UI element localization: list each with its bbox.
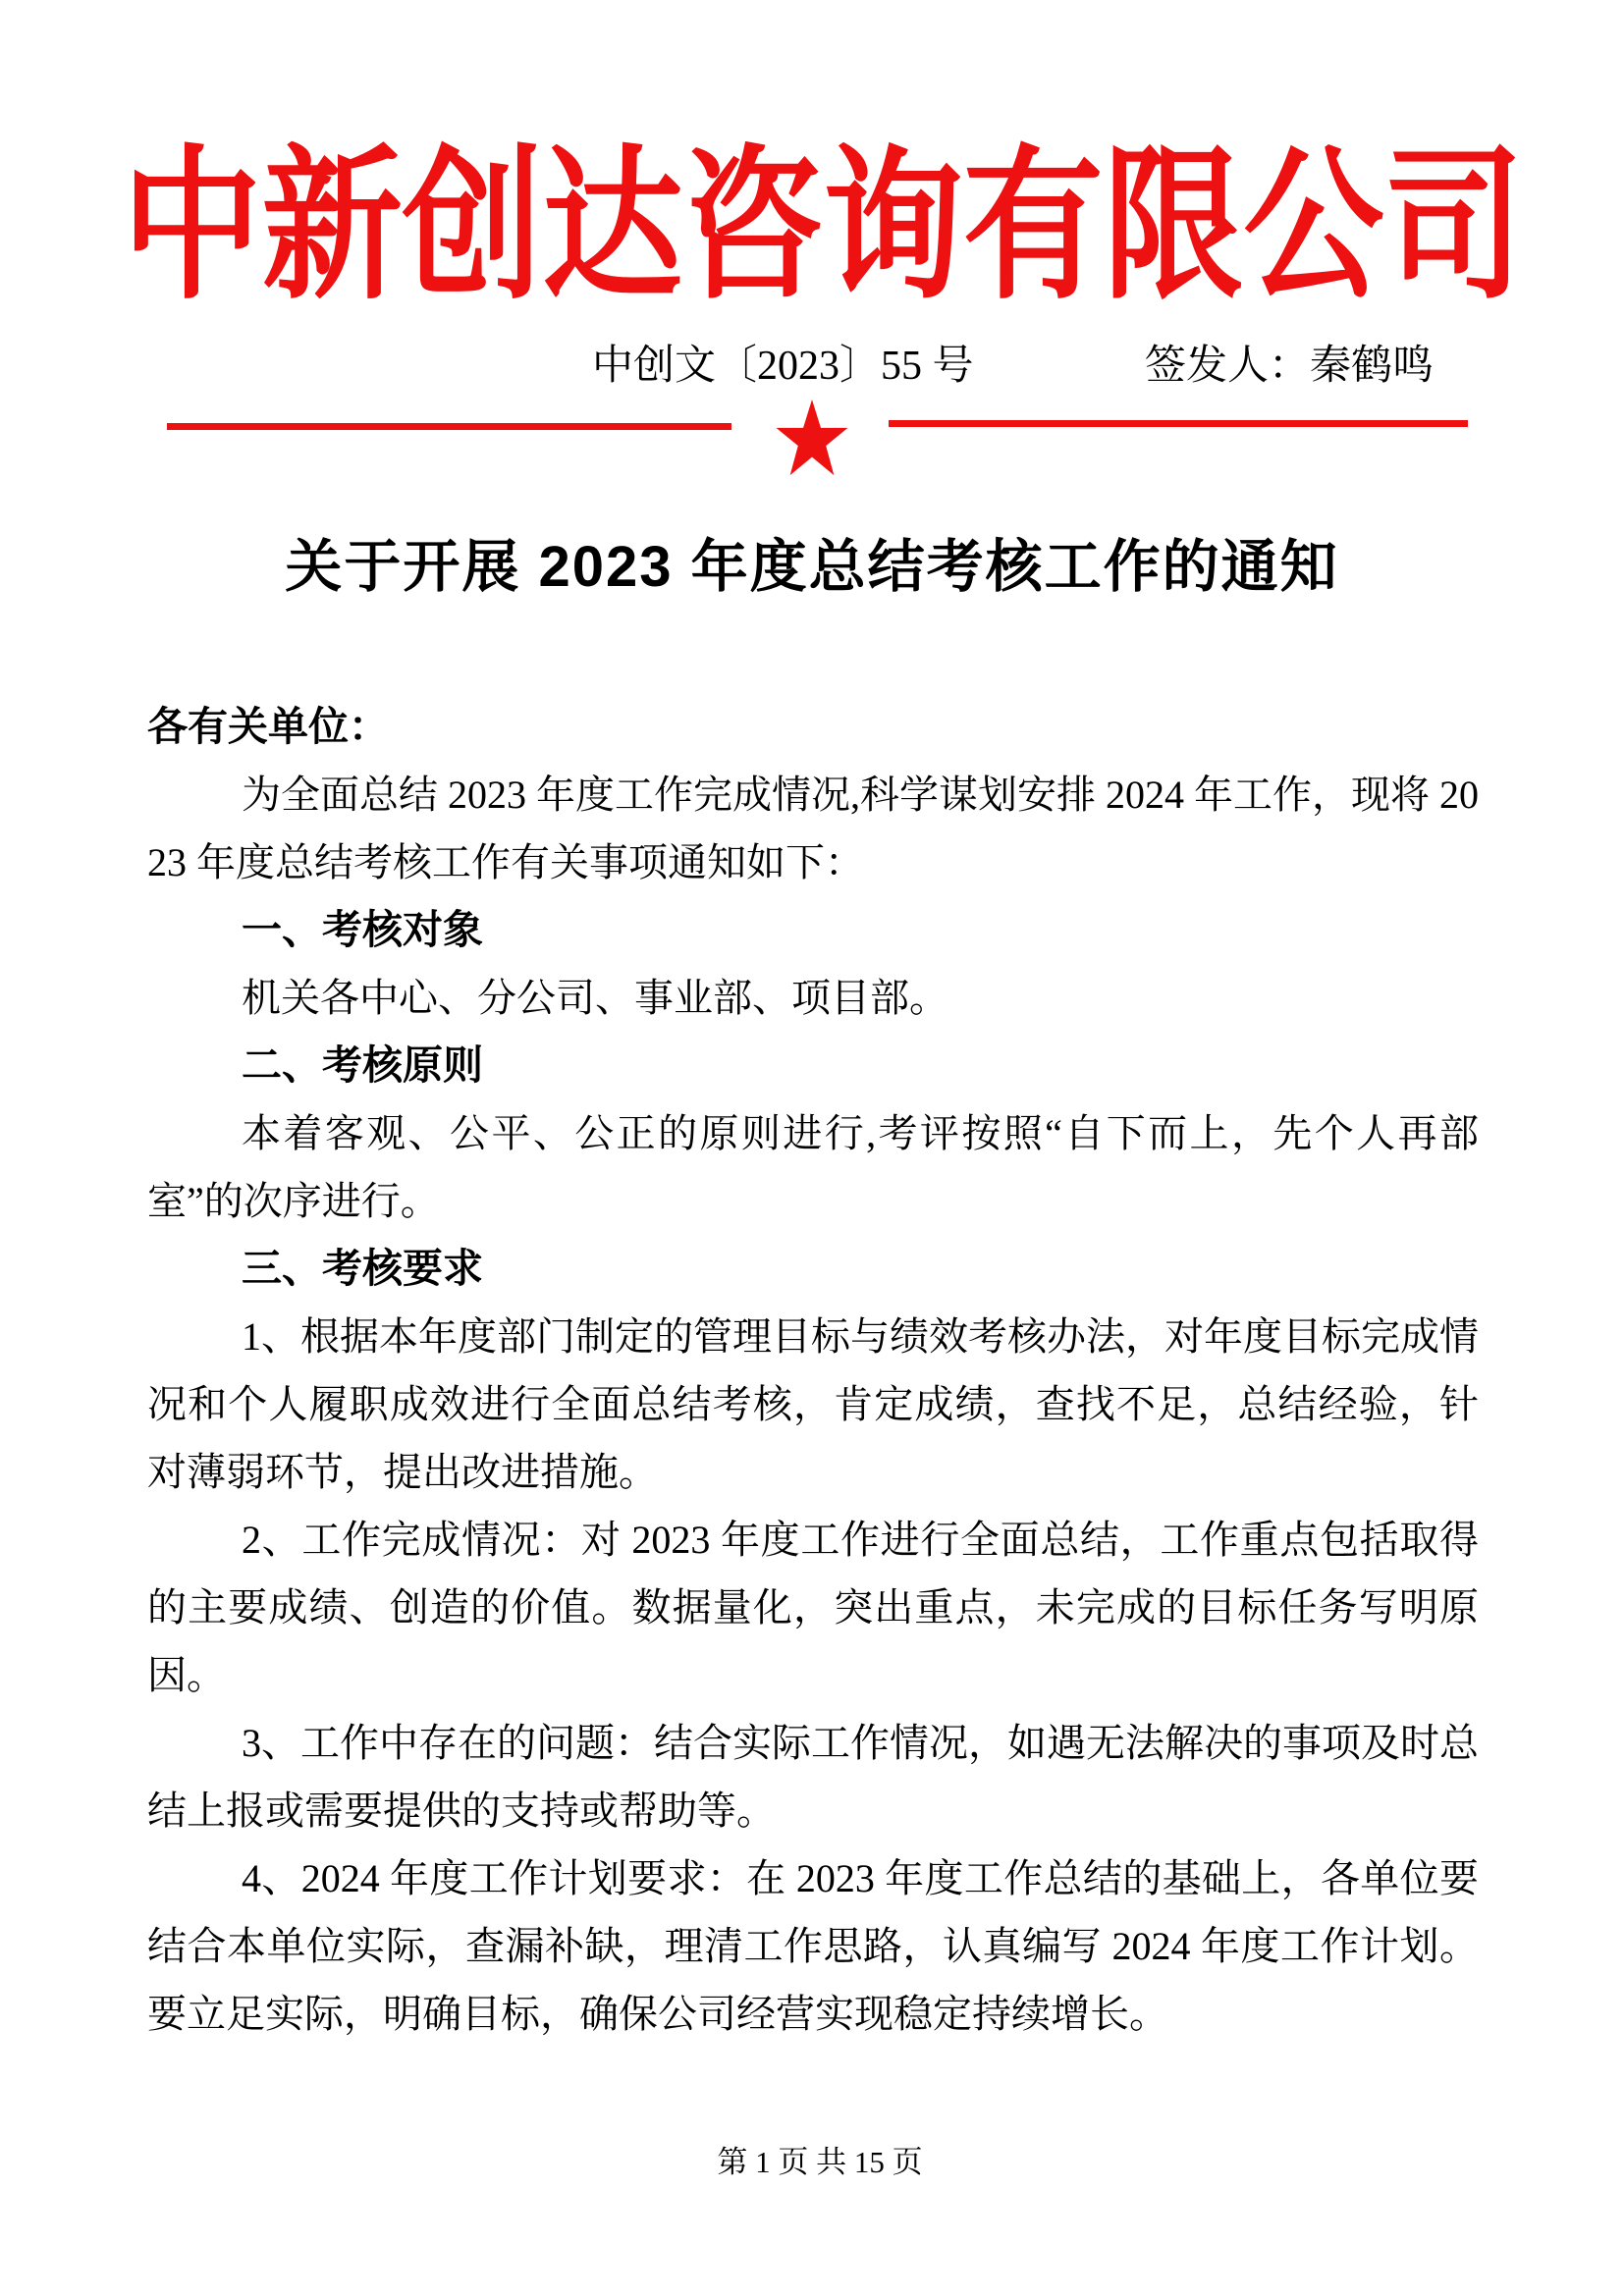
paragraph-targets: 机关各中心、分公司、事业部、项目部。 (242, 976, 948, 1020)
document-body (147, 693, 1479, 2048)
salutation: 各有关单位： (147, 704, 389, 749)
paragraph-requirement-2: 2、工作完成情况：对 2023 年度工作进行全面总结，工作重点包括取得的主要成绩、创造的价值。数据量化，突出重点，未完成的目标任务写明原因。 (147, 1518, 1479, 1697)
paragraph-requirement-4: 4、2024 年度工作计划要求：在 2023 年度工作总结的基础上，各单位要结合本单位实际，查漏补缺，理清工作思路，认真编写 2024 年度工作计划。要立足实际，明确目标，确保公司经营实现稳定持续增长。 (147, 1856, 1479, 2036)
paragraph-intro: 为全面总结 2023 年度工作完成情况,科学谋划安排 2024 年工作，现将 2023 年度总结考核工作有关事项通知如下： (147, 773, 1479, 884)
issuer-label: 签发人： (1144, 344, 1310, 389)
doc-number-row (592, 342, 1434, 391)
divider-line-left (167, 423, 731, 430)
paragraph-principles: 本着客观、公平、公正的原则进行,考评按照“自下而上，先个人再部室”的次序进行。 (147, 1111, 1479, 1223)
issuer (1145, 342, 1434, 391)
divider-line-right (889, 420, 1468, 427)
company-name: 中新创达咨询有限公司 (122, 136, 1525, 319)
page-number: 第 1 页 共 15 页 (717, 2145, 923, 2179)
issuer-name: 秦鹤鸣 (1309, 344, 1434, 389)
section-heading-1: 一、考核对象 (242, 907, 483, 952)
doc-number: 中创文〔2023〕55 号 (592, 344, 974, 389)
paragraph-requirement-1: 1、根据本年度部门制定的管理目标与绩效考核办法，对年度目标完成情况和个人履职成效进行全面总结考核，肯定成绩，查找不足，总结经验，针对薄弱环节，提出改进措施。 (147, 1314, 1479, 1494)
star-icon (775, 400, 849, 480)
paragraph-requirement-3: 3、工作中存在的问题：结合实际工作情况，如遇无法解决的事项及时总结上报或需要提供的支持或帮助等。 (147, 1721, 1479, 1833)
section-heading-2: 二、考核原则 (242, 1042, 483, 1088)
document-title: 关于开展 2023 年度总结考核工作的通知 (285, 535, 1339, 599)
section-heading-3: 三、考核要求 (242, 1246, 483, 1291)
